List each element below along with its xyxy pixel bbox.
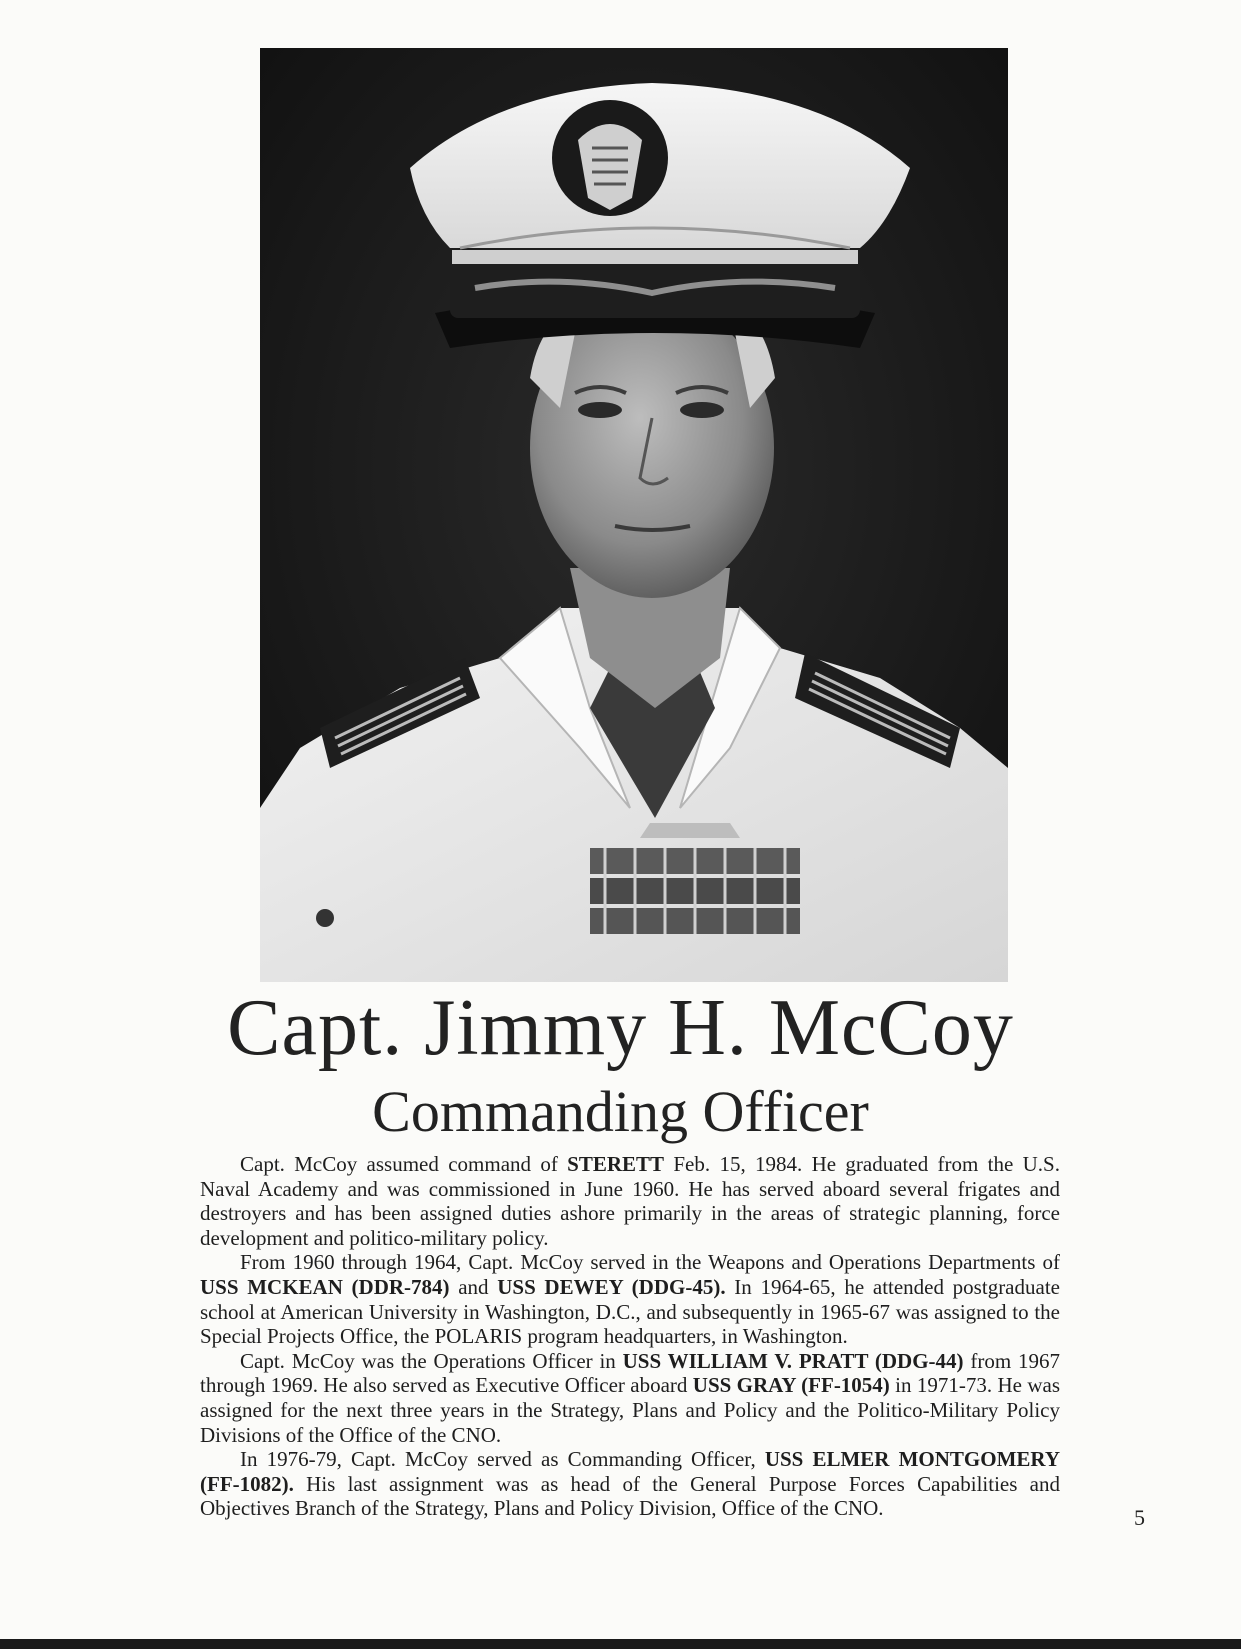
bio-paragraph bbox=[200, 1250, 1060, 1348]
officer-name: Capt. Jimmy H. McCoy bbox=[227, 984, 1014, 1072]
bio-text: In 1976-79, Capt. McCoy served as Commanding Officer, bbox=[240, 1447, 765, 1472]
bio-text: from 1967 through 1969. He also served as Executive Officer aboard bbox=[200, 1348, 1060, 1398]
bio-text: Capt. McCoy assumed command of bbox=[240, 1152, 568, 1176]
scan-edge-border bbox=[0, 1639, 1241, 1649]
ship-name: USS MCKEAN (DDR-784) bbox=[200, 1274, 450, 1299]
page-number: 5 bbox=[1134, 1505, 1145, 1530]
ship-name: USS WILLIAM V. PRATT (DDG-44) bbox=[622, 1348, 964, 1373]
bio-text: From 1960 through 1964, Capt. McCoy served in the Weapons and Operations Departments of bbox=[240, 1250, 1060, 1275]
ship-name: STERETT bbox=[567, 1152, 665, 1176]
bio-text: Feb. 15, 1984. He graduated from the U.S. Naval Academy and was commissioned in June 1960. He has served aboard several frigates and destroyers and has been assigned duties ashore primarily in the areas of strategic planning, force development and politico-military policy. bbox=[200, 1152, 1060, 1250]
ship-name: USS ELMER MONTGOMERY (FF-1082). bbox=[200, 1447, 1060, 1496]
ship-name: USS GRAY (FF-1054) bbox=[692, 1373, 890, 1398]
bio-text: and bbox=[449, 1274, 498, 1299]
officer-title: Commanding Officer bbox=[372, 1079, 869, 1144]
bio-text: His last assignment was as head of the General Purpose Forces Capabilities and Objectives Branch of the Strategy, Plans and Policy Division, Office of the CNO. bbox=[200, 1471, 1060, 1521]
ship-name: USS DEWEY (DDG-45). bbox=[497, 1274, 726, 1299]
portrait-photo bbox=[260, 48, 1008, 982]
bio-paragraph bbox=[200, 1447, 1060, 1521]
bio-text: In 1964-65, he attended postgraduate school at American University in Washington, D.C., and subsequently in 1965-67 was assigned to the Special Projects Office, the POLARIS program headquarters, in Washington. bbox=[200, 1274, 1060, 1349]
bio-paragraph bbox=[200, 1349, 1060, 1447]
biography-text bbox=[200, 1152, 1060, 1521]
bio-paragraph bbox=[200, 1152, 1060, 1250]
bio-text: Capt. McCoy was the Operations Officer in bbox=[240, 1348, 623, 1373]
bio-text: in 1971-73. He was assigned for the next three years in the Strategy, Plans and Policy and the Politico-Military Policy Divisions of the Office of the CNO. bbox=[200, 1373, 1060, 1447]
